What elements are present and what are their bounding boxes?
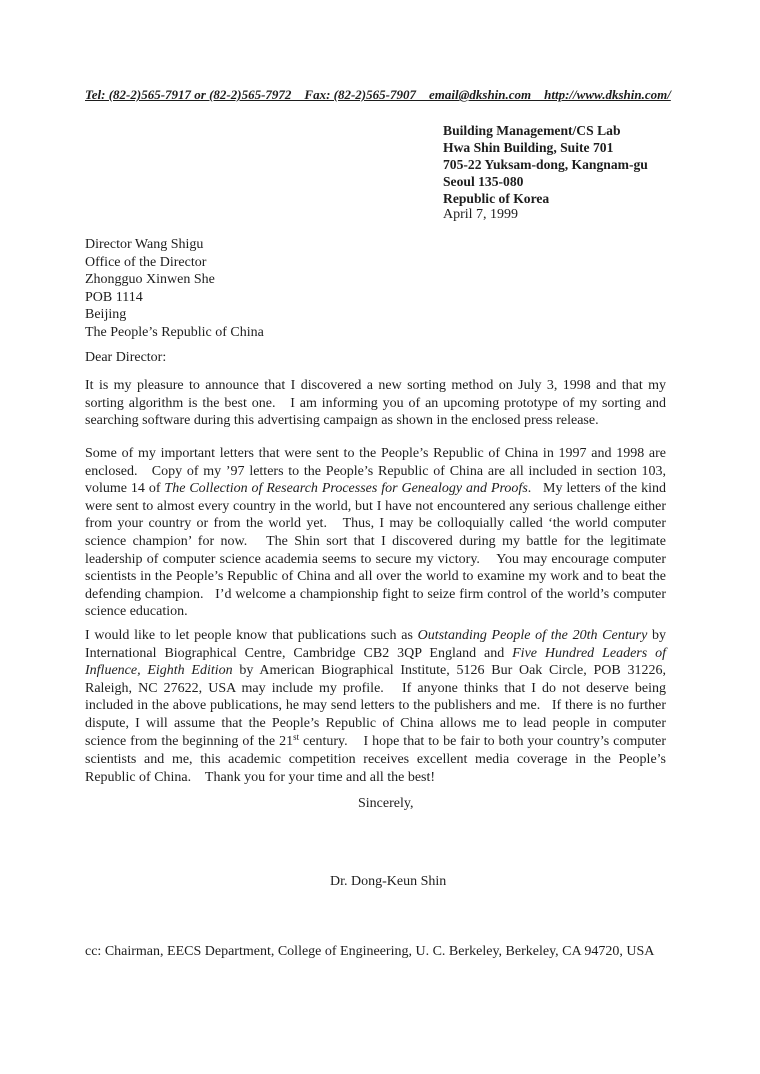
recipient-line: POB 1114 (85, 289, 143, 305)
body-paragraph (85, 627, 670, 786)
sender-address-line: Hwa Shin Building, Suite 701 (443, 140, 614, 155)
salutation: Dear Director: (85, 350, 167, 365)
text-run: It is my pleasure to announce that I discovered a new sorting method on July 3, 1998 and that my sorting algorithm is the best one. I am informing you of an upcoming prototype of my sorting and searching software during this advertising campaign as shown in the enclosed press release. (85, 378, 670, 429)
text-run: I would like to let people know that publications such as (85, 628, 418, 643)
sender-address-block (443, 122, 648, 207)
italic-title-text: Outstanding People of the 20th Century (417, 628, 648, 643)
signature-name: Dr. Dong-Keun Shin (330, 874, 447, 889)
recipient-line: Office of the Director (85, 254, 207, 270)
text-run: by International Biographical Centre, Cambridge CB2 3QP England and (85, 628, 670, 661)
sender-address-line: 705-22 Yuksam-dong, Kangnam-gu (443, 157, 648, 172)
recipient-line: Zhongguo Xinwen She (85, 272, 215, 288)
recipient-line: The People’s Republic of China (85, 324, 264, 340)
cc-line: cc: Chairman, EECS Department, College of Engineering, U. C. Berkeley, Berkeley, CA 94720, USA (85, 944, 655, 959)
recipient-line: Beijing (85, 307, 127, 323)
recipient-address-block (85, 236, 264, 342)
date-line: April 7, 1999 (443, 207, 519, 222)
superscript-text: st (293, 732, 300, 743)
recipient-line: Director Wang Shigu (85, 237, 204, 252)
letterhead-contact-line: Tel: (82-2)565-7917 or (82-2)565-7972 Fax: (82-2)565-7907 email@dkshin.com http://www.dkshin.com/ (85, 87, 671, 102)
text-run: Some of my important letters that were sent to the People’s Republic of China in 1997 and 1998 are enclosed. Copy of my ’97 letters to the People’s Republic of China are all included in section 103, volume 14 of (85, 446, 670, 497)
text-run: century. I hope that to be fair to both your country’s computer scientists and me, this academic competition receives excellent media coverage in the People’s Republic of China. Thank you for your time and all the best! (85, 733, 670, 785)
text-run: by American Biographical Institute, 5126 Bur Oak Circle, POB 31226, Raleigh, NC 27622, USA may include my profile. If anyone thinks that I do not deserve being included in the above publications, he may send letters to the publishers and me. If there is no further dispute, I will assume that the People’s Republic of China allows me to lead people in computer science from the beginning of the 21 (85, 663, 670, 749)
sender-address-line: Building Management/CS Lab (443, 123, 621, 138)
italic-title-text: The Collection of Research Processes for Genealogy and Proofs (164, 481, 528, 497)
body-paragraph (85, 377, 670, 430)
italic-title-text: Five Hundred Leaders of Influence, Eighth Edition (85, 645, 670, 679)
closing: Sincerely, (358, 796, 414, 811)
text-run: . My letters of the kind were sent to almost every country in the world, but I have not encountered any serious challenge either from your country or from the world yet. Thus, I may be colloquially called ‘the world computer science champion’ for now. The Shin sort that I discovered during my battle for the legitimate leadership of computer science academia seems to secure my victory. You may encourage computer scientists in the People’s Republic of China and all over the world to examine my work and to beat the defending champion. I’d welcome a championship fight to seize firm control of the world’s computer science education. (85, 481, 670, 620)
sender-address-line: Seoul 135-080 (443, 174, 524, 189)
sender-address-line: Republic of Korea (443, 191, 550, 206)
body-paragraph (85, 445, 670, 621)
